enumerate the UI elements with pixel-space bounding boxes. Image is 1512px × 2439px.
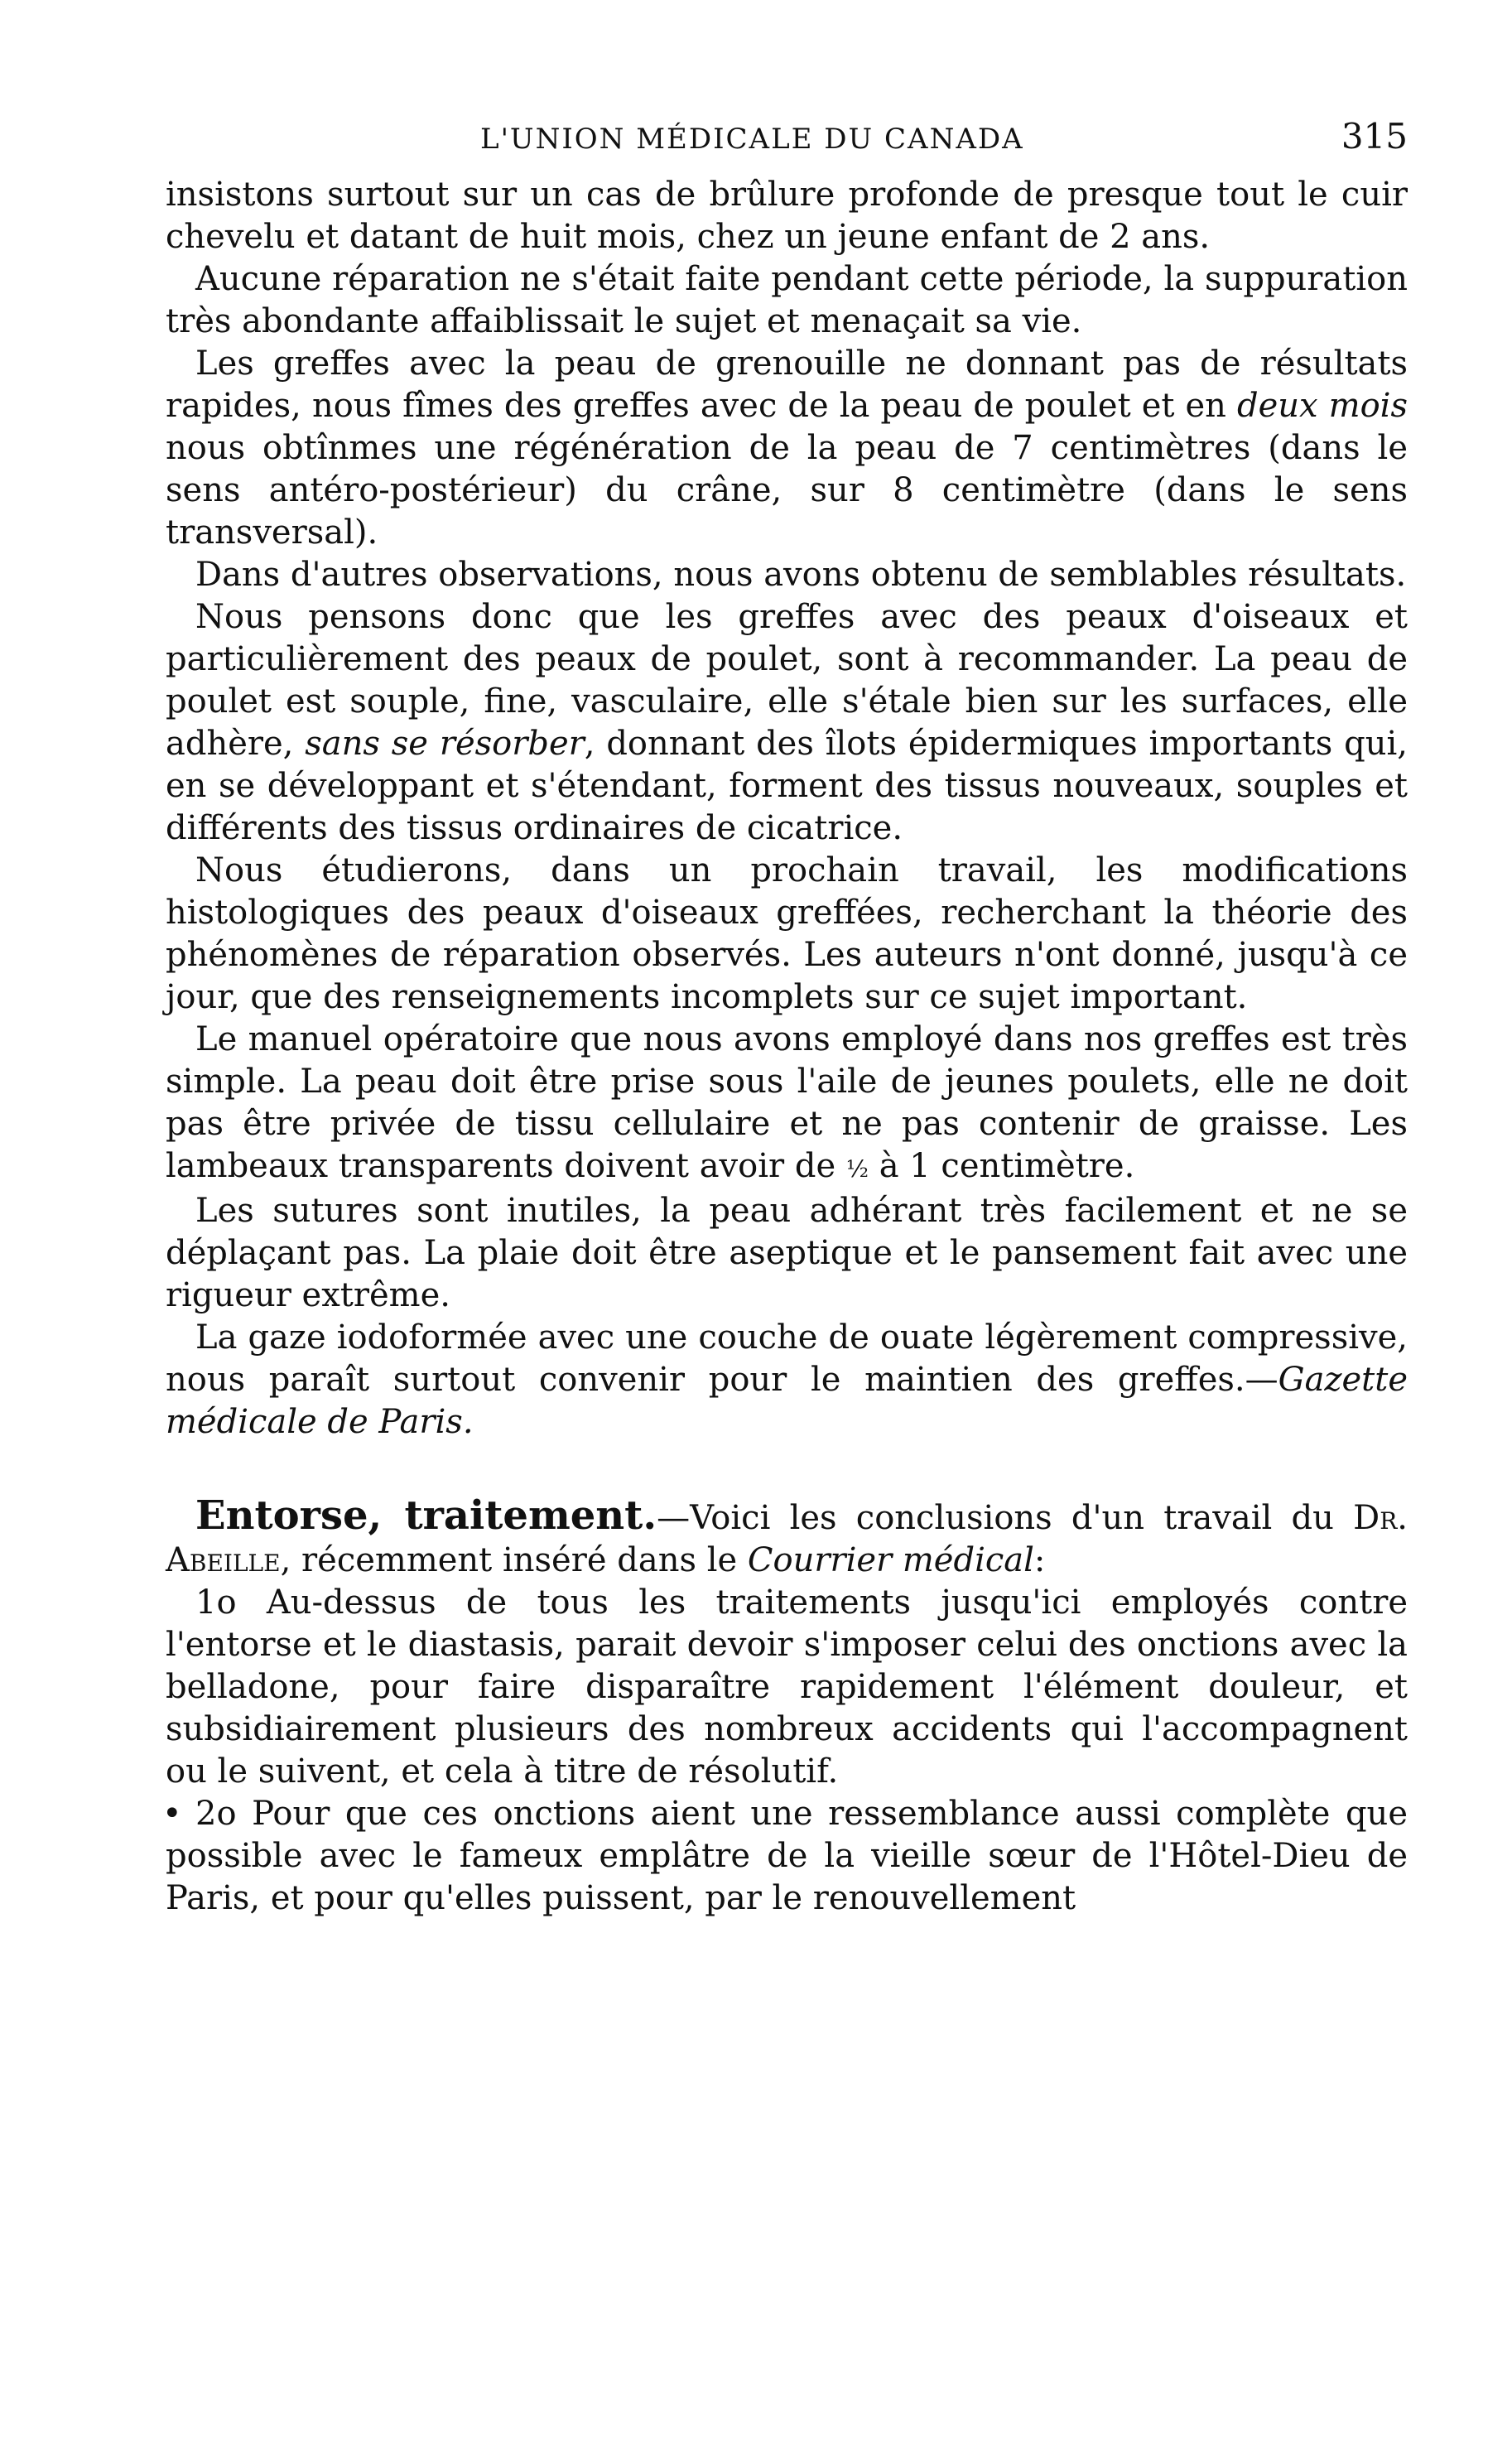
section-colon: : (1033, 1541, 1046, 1579)
conclusion-1 (166, 1582, 1408, 1793)
conclusion-2-text: 2o Pour que ces onctions aient une ressemblance aussi complète que possible avec le fameux emplâtre de la vieille sœur de l'Hôtel-Dieu de Paris, et pour qu'elles puissent, par le renouvellement (166, 1795, 1408, 1917)
section-author: Dr. Abeille (166, 1499, 1408, 1579)
paragraph-3-text-b: nous obtînmes une régénération de la peau de 7 centimètres (dans le sens antéro-postérieur) du crâne, sur 8 centimètre (dans le sens transversal). (166, 429, 1408, 552)
document-page (162, 108, 1408, 1920)
paragraph-7-text-a: Le manuel opératoire que nous avons employé dans nos greffes est très simple. La peau doit être prise sous l'aile de jeunes poulets, elle ne doit pas être privée de tissu cellulaire et ne pas contenir de graisse. Les lambeaux transparents doivent avoir de (166, 1020, 1408, 1185)
paragraph-5 (166, 596, 1408, 850)
page-number: 315 (1341, 116, 1408, 157)
section-intro-2: , récemment inséré dans le (280, 1541, 748, 1579)
paragraph-3-italic: deux mois (1237, 387, 1408, 425)
paragraph-9-source: Gazette médicale de Paris. (166, 1361, 1408, 1441)
paragraph-8-text: Les sutures sont inutiles, la peau adhérant très facilement et ne se déplaçant pas. La plaie doit être aseptique et le pansement fait avec une rigueur extrême. (166, 1192, 1408, 1314)
paragraph-1 (166, 174, 1408, 258)
paragraph-7-text-b: à 1 centimètre. (868, 1147, 1135, 1185)
margin-bullet: • (162, 1795, 182, 1833)
page-header (166, 108, 1408, 174)
paragraph-2 (166, 258, 1408, 343)
paragraph-9-text: La gaze iodoformée avec une couche de ouate légèrement compressive, nous paraît surtout convenir pour le maintien des greffes.— (166, 1318, 1408, 1399)
conclusion-1-text: 1o Au-dessus de tous les traitements jusqu'ici employés contre l'entorse et le diastasis, parait devoir s'imposer celui des onctions avec la belladone, pour faire disparaître rapidement l'élément douleur, et subsidiairement plusieurs des nombreux accidents qui l'accompagnent ou le suivent, et cela à titre de résolutif. (166, 1583, 1408, 1791)
section-journal: Courrier médical (747, 1541, 1034, 1579)
paragraph-9 (166, 1317, 1408, 1444)
conclusion-2 (162, 1793, 1408, 1920)
section-heading-paragraph (166, 1492, 1408, 1582)
paragraph-3 (166, 343, 1408, 554)
section-gap (166, 1444, 1408, 1495)
fraction-one-half: ½ (845, 1155, 869, 1183)
section-intro: —Voici les conclusions d'un travail du (657, 1499, 1354, 1537)
article-body (162, 174, 1408, 1920)
paragraph-4-text: Dans d'autres observations, nous avons obtenu de semblables résultats. (195, 556, 1407, 594)
paragraph-7 (166, 1019, 1408, 1190)
paragraph-6 (166, 850, 1408, 1019)
paragraph-2-text: Aucune réparation ne s'était faite pendant cette période, la suppuration très abondante affaiblissait le sujet et menaçait sa vie. (166, 260, 1408, 340)
paragraph-3-text-a: Les greffes avec la peau de grenouille ne donnant pas de résultats rapides, nous fîmes des greffes avec de la peau de poulet et en (166, 345, 1408, 425)
running-title: L'UNION MÉDICALE DU CANADA (480, 123, 1024, 156)
paragraph-5-italic: sans se résorber (305, 725, 585, 763)
paragraph-5-text-a: Nous pensons donc que les greffes avec des peaux d'oiseaux et particulièrement des peaux de poulet, sont à recommander. La peau de poulet est souple, fine, vasculaire, elle s'étale bien sur les surfaces, elle adhère, (166, 598, 1408, 763)
paragraph-5-text-b: , donnant des îlots épidermiques importants qui, en se développant et s'étendant, forment des tissus nouveaux, souples et différents des tissus ordinaires de cicatrice. (166, 725, 1408, 847)
paragraph-6-text: Nous étudierons, dans un prochain travail, les modifications histologiques des peaux d'oiseaux greffées, recherchant la théorie des phénomènes de réparation observés. Les auteurs n'ont donné, jusqu'à ce jour, que des renseignements incomplets sur ce sujet important. (166, 851, 1408, 1016)
paragraph-1-text: insistons surtout sur un cas de brûlure profonde de presque tout le cuir chevelu et datant de huit mois, chez un jeune enfant de 2 ans. (166, 176, 1408, 256)
paragraph-8 (166, 1190, 1408, 1317)
section-title: Entorse, traitement. (195, 1492, 657, 1539)
paragraph-4 (166, 554, 1408, 596)
